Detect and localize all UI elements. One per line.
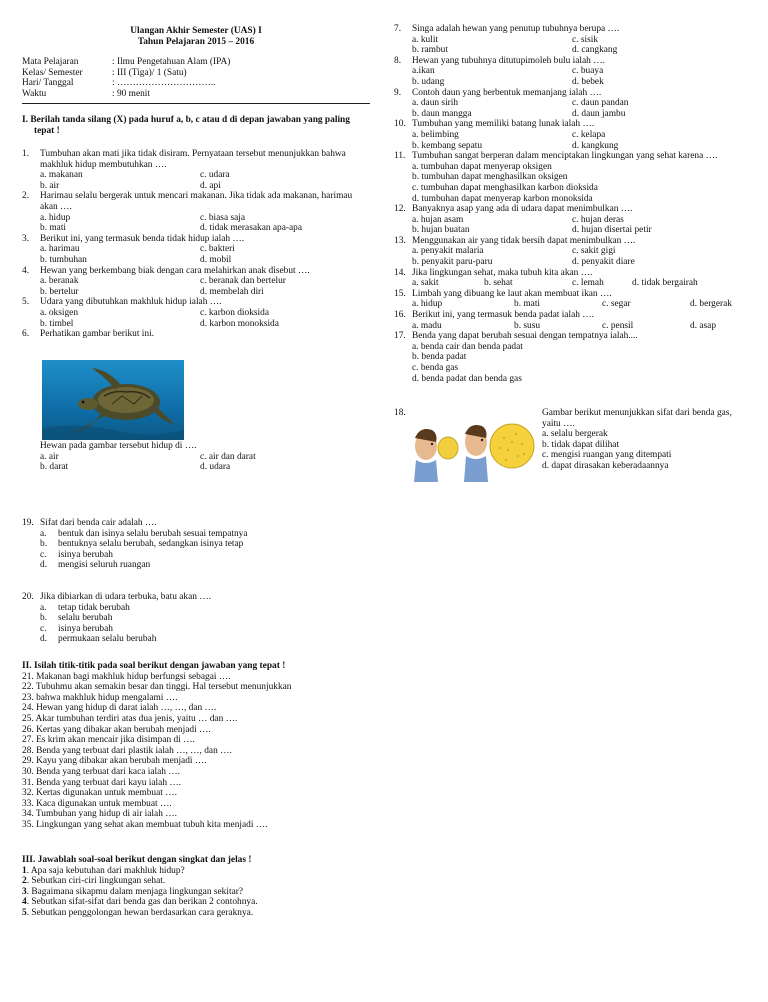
fill-in-item: 25. Akar tumbuhan terdiri atas dua jenis, yaitu … dan …. — [22, 713, 238, 724]
info-label: Kelas/ Semester — [22, 67, 83, 78]
question-number: 6. — [22, 329, 30, 340]
option[interactable]: b. udang — [412, 76, 445, 87]
option[interactable]: c. karbon dioksida — [200, 307, 269, 318]
option[interactable]: c. pensil — [602, 320, 634, 331]
question-6-body — [40, 441, 372, 473]
exam-year: Tahun Pelajaran 2015 – 2016 — [137, 36, 255, 47]
question-20 — [22, 592, 372, 645]
option[interactable]: c. beranak dan bertelur — [200, 276, 286, 287]
question-number: 1. — [22, 149, 30, 159]
question-text: Hewan pada gambar tersebut hidup di …. — [40, 441, 197, 451]
info-value: : Ilmu Pengetahuan Alam (IPA) — [112, 57, 231, 67]
question-number: 12. — [394, 204, 406, 215]
question-number: 16. — [394, 310, 406, 321]
question-text: Singa adalah hewan yang penutup tubuhnya berupa …. — [412, 24, 620, 34]
question-text: Limbah yang dibuang ke laut akan membuat ikan …. — [412, 288, 612, 299]
fill-in-item: 26. Kertas yang dibakar akan berubah menjadi …. — [22, 724, 211, 735]
option[interactable]: b. air — [40, 180, 60, 191]
question-number: 2. — [22, 191, 30, 202]
essay-item — [22, 897, 372, 908]
option[interactable]: d. api — [200, 180, 221, 191]
question-text: Udara yang dibutuhkan makhluk hidup ialah …. — [40, 297, 222, 308]
option-text: bentuknya selalu berubah, sedangkan isinya tetap — [58, 539, 244, 550]
question-text: Perhatikan gambar berikut ini. — [40, 329, 155, 340]
option[interactable]: a. hujan asam — [412, 214, 464, 225]
exam-title: Ulangan Akhir Semester (UAS) I — [130, 26, 262, 36]
option[interactable]: b. hujan buatan — [412, 225, 470, 236]
option[interactable]: b. bertelur — [40, 286, 79, 297]
fill-in-item: 24. Hewan yang hidup di darat ialah …, …, dan …. — [22, 703, 217, 714]
option[interactable]: a. selalu bergerak — [542, 429, 608, 440]
option[interactable]: d. hujan disertai petir — [572, 225, 652, 236]
section-1-title-line: I. Berilah tanda silang (X) pada huruf a, b, c atau d di depan jawaban yang paling — [22, 115, 350, 125]
question-text: makhluk hidup membutuhkan …. — [40, 159, 167, 170]
question-text: Sifat dari benda cair adalah …. — [40, 518, 157, 528]
option-text: selalu berubah — [58, 613, 113, 624]
question-text: Tumbuhan yang memiliki batang lunak ialah …. — [412, 119, 595, 130]
option[interactable] — [40, 603, 372, 614]
question-10 — [394, 119, 746, 151]
info-label: Waktu — [22, 88, 47, 99]
question-9 — [394, 88, 746, 120]
option-letter: a. — [40, 528, 47, 539]
option[interactable]: d. kangkung — [572, 140, 619, 151]
question-text: Hewan yang tubuhnya ditutupimoleh bulu ialah …. — [412, 55, 605, 66]
fill-in-item: 29. Kayu yang dibakar akan berubah menjadi …. — [22, 756, 207, 767]
option[interactable]: d. udara — [200, 462, 231, 473]
option[interactable] — [40, 550, 372, 561]
option[interactable]: a.ikan — [412, 66, 435, 77]
option[interactable]: c. air dan darat — [200, 451, 256, 462]
option[interactable]: a. hidup — [412, 299, 443, 310]
question-number: 15. — [394, 288, 406, 299]
option[interactable]: a. penyakit malaria — [412, 246, 484, 257]
option-text: mengisi seluruh ruangan — [58, 560, 151, 571]
essay-text: . Sebutkan sifat-sifat dari benda gas dan berikan 2 contohnya. — [26, 897, 258, 908]
option-text: permukaan selalu berubah — [58, 634, 157, 645]
question-11 — [394, 151, 746, 204]
option[interactable]: b. tumbuhan — [40, 254, 87, 265]
option[interactable]: c. benda gas — [412, 363, 459, 373]
option[interactable]: c. lemah — [572, 278, 604, 289]
option-letter: c. — [40, 623, 47, 634]
right-question-list — [394, 24, 746, 384]
question-text: Harimau selalu bergerak untuk mencari makanan. Jika tidak ada makanan, harimau — [40, 191, 353, 202]
option[interactable]: b. mati — [40, 223, 67, 234]
question-4 — [22, 266, 372, 298]
question-number: 10. — [394, 119, 406, 130]
exam-info — [22, 57, 370, 99]
question-14 — [394, 268, 746, 289]
question-15 — [394, 289, 746, 310]
option[interactable]: a. sakit — [412, 278, 439, 289]
question-number: 7. — [394, 24, 402, 34]
option[interactable]: a. oksigen — [40, 307, 79, 318]
option[interactable]: d. dapat dirasakan keberadaannya — [542, 460, 669, 471]
option[interactable]: d. daun jambu — [572, 108, 626, 119]
essay-text: . Bagaimana sikapmu dalam menjaga lingkungan sekitar? — [26, 886, 244, 897]
essay-text: . Apa saja kebutuhan dari makhluk hidup? — [26, 865, 185, 876]
question-2 — [22, 191, 372, 233]
fill-in-item: 23. bahwa makhluk hidup mengalami …. — [22, 692, 178, 703]
question-8 — [394, 56, 746, 88]
option[interactable]: d. bergerak — [690, 299, 732, 310]
exam-header — [22, 26, 370, 47]
option[interactable]: b. kembang sepatu — [412, 140, 483, 151]
option[interactable]: b. sehat — [484, 278, 513, 289]
header-divider — [22, 103, 370, 104]
option-text: isinya berubah — [58, 549, 113, 560]
option[interactable]: a. madu — [412, 320, 442, 331]
question-number: 5. — [22, 297, 30, 308]
question-text: Berikut ini, yang termasuk benda padat ialah …. — [412, 310, 594, 321]
question-text: Menggunakan air yang tidak bersih dapat menimbulkan …. — [412, 235, 636, 246]
option[interactable]: a. daun sirih — [412, 98, 459, 109]
option-text: tetap tidak berubah — [58, 602, 130, 613]
option[interactable]: b. mati — [514, 299, 541, 310]
info-label: Mata Pelajaran — [22, 57, 79, 67]
question-number: 14. — [394, 267, 406, 278]
question-text: Berikut ini, yang termasuk benda tidak hidup ialah …. — [40, 233, 245, 244]
option[interactable]: a. belimbing — [412, 129, 459, 140]
option[interactable]: d. tumbuhan dapat menyerap karbon monoksida — [412, 193, 593, 204]
option[interactable]: b. rambut — [412, 45, 448, 56]
option[interactable]: b. daun mangga — [412, 108, 472, 119]
fill-in-item: 35. Lingkungan yang sehat akan membuat tubuh kita menjadi …. — [22, 819, 268, 830]
info-value: : 90 menit — [112, 88, 151, 99]
option[interactable]: c. buaya — [572, 66, 604, 77]
question-text: Jika lingkungan sehat, maka tubuh kita akan …. — [412, 267, 593, 278]
option-letter: d. — [40, 560, 48, 571]
option[interactable] — [40, 539, 372, 550]
question-18 — [542, 408, 752, 472]
question-3 — [22, 234, 372, 266]
option[interactable]: c. kelapa — [572, 129, 606, 140]
section-3 — [22, 855, 372, 919]
essay-number: 5 — [22, 907, 27, 918]
question-text: Hewan yang berkembang biak dengan cara melahirkan anak disebut …. — [40, 265, 310, 276]
option[interactable]: c. tumbuhan dapat menghasilkan karbon dioksida — [412, 182, 598, 193]
question-text: akan …. — [40, 201, 72, 212]
option[interactable]: a. kulit — [412, 34, 439, 45]
option-text: bentuk dan isinya selalu berubah sesuai tempatnya — [58, 528, 248, 539]
section-1-title-line: tepat ! — [34, 125, 60, 136]
option[interactable]: a. beranak — [40, 276, 79, 287]
question-text: yaitu …. — [542, 418, 575, 429]
question-number: 17. — [394, 331, 406, 342]
question-17 — [394, 331, 746, 384]
question-text: Jika dibiarkan di udara terbuka, batu akan …. — [40, 592, 212, 602]
essay-item — [22, 876, 372, 887]
option[interactable]: b. darat — [40, 462, 69, 473]
option[interactable]: b. tumbuhan dapat menghasilkan oksigen — [412, 172, 568, 183]
fill-in-item: 30. Benda yang terbuat dari kaca ialah …. — [22, 766, 181, 777]
option[interactable]: c. sisik — [572, 34, 599, 45]
essay-number: 1 — [22, 865, 27, 876]
option[interactable]: c. segar — [602, 299, 631, 310]
option[interactable]: d. tidak bergairah — [632, 278, 698, 289]
question-text: Tumbuhan sangat berperan dalam menciptakan lingkungan yang sehat karena …. — [412, 151, 718, 162]
question-text: Banyaknya asap yang ada di udara dapat menimbulkan …. — [412, 204, 633, 215]
question-number: 3. — [22, 233, 30, 244]
option[interactable] — [40, 634, 372, 645]
essay-number: 4 — [22, 897, 27, 908]
option[interactable]: b. penyakit paru-paru — [412, 257, 493, 268]
essay-text: . Sebutkan ciri-ciri lingkungan sehat. — [26, 876, 166, 887]
option[interactable]: a. tumbuhan dapat menyerap oksigen — [412, 161, 552, 172]
question-12 — [394, 204, 746, 236]
option[interactable]: d. penyakit diare — [572, 257, 635, 268]
option[interactable]: b. tidak dapat dilihat — [542, 439, 620, 450]
fill-in-item: 32. Kertas digunakan untuk membuat …. — [22, 788, 177, 799]
question-text: Benda yang dapat berubah sesuai dengan tempatnya ialah.... — [412, 331, 638, 342]
option[interactable]: d. bebek — [572, 76, 604, 87]
option[interactable]: b. benda padat — [412, 352, 467, 363]
option[interactable]: c. bakteri — [200, 244, 235, 255]
option-letter: b. — [40, 539, 48, 550]
fill-in-item: 28. Benda yang terbuat dari plastik ialah …, …, dan …. — [22, 745, 232, 756]
option[interactable]: d. karbon monoksida — [200, 318, 279, 329]
question-6 — [22, 329, 372, 340]
option[interactable]: b. susu — [514, 320, 541, 331]
question-number: 19. — [22, 518, 34, 528]
essay-item — [22, 887, 372, 898]
option-letter: a. — [40, 602, 47, 613]
option[interactable]: d. tidak merasakan apa-apa — [200, 223, 303, 234]
option[interactable]: c. udara — [200, 170, 230, 181]
info-label: Hari/ Tanggal — [22, 78, 74, 89]
option[interactable]: d. benda padat dan benda gas — [412, 373, 522, 384]
option[interactable]: c. hujan deras — [572, 214, 624, 225]
question-text: Contoh daun yang berbentuk memanjang ialah …. — [412, 87, 602, 98]
essay-item — [22, 908, 372, 919]
option-letter: b. — [40, 613, 48, 624]
option[interactable]: d. membelah diri — [200, 286, 264, 297]
sea-turtle-image — [42, 360, 184, 440]
section-1-title — [22, 115, 372, 136]
question-18-number: 18. — [394, 408, 406, 418]
option[interactable]: a. makanan — [40, 170, 83, 181]
question-19 — [22, 518, 372, 571]
question-number: 13. — [394, 235, 406, 246]
option[interactable] — [40, 613, 372, 624]
question-5 — [22, 297, 372, 329]
fill-in-item: 21. Makanan bagi makhluk hidup berfungsi sebagai …. — [22, 671, 231, 682]
info-value: : ………………………….. — [112, 78, 216, 89]
question-13 — [394, 236, 746, 268]
option[interactable] — [40, 529, 372, 540]
essay-text: . Sebutkan penggolongan hewan berdasarkan cara geraknya. — [26, 907, 254, 918]
option-letter: d. — [40, 634, 48, 645]
question-number: 8. — [394, 55, 402, 66]
option-letter: c. — [40, 549, 47, 560]
option-text: isinya berubah — [58, 623, 113, 634]
option[interactable]: b. timbel — [40, 318, 74, 329]
option[interactable]: a. hidup — [40, 212, 71, 223]
option[interactable]: a. air — [40, 451, 59, 462]
option[interactable] — [40, 560, 372, 571]
fill-in-item: 31. Benda yang terbuat dari kayu ialah …. — [22, 777, 182, 788]
essay-number: 2 — [22, 876, 27, 887]
section-2 — [22, 661, 372, 831]
balloon-blowing-image — [412, 414, 536, 482]
question-text: Tumbuhan akan mati jika tidak disiram. Pernyataan tersebut menunjukkan bahwa — [40, 149, 346, 159]
option[interactable]: a. harimau — [40, 244, 80, 255]
option[interactable]: d. asap — [690, 320, 717, 331]
question-number: 11. — [394, 151, 406, 162]
option[interactable]: a. benda cair dan benda padat — [412, 341, 523, 352]
fill-in-item: 27. Es krim akan mencair jika disimpan di …. — [22, 735, 195, 746]
fill-in-item: 34. Tumbuhan yang hidup di air ialah …. — [22, 809, 177, 820]
question-text: Gambar berikut menunjukkan sifat dari benda gas, — [542, 408, 732, 418]
option[interactable] — [40, 624, 372, 635]
option[interactable]: d. mobil — [200, 254, 232, 265]
essay-number: 3 — [22, 886, 27, 897]
option[interactable]: c. mengisi ruangan yang ditempati — [542, 450, 672, 461]
option[interactable]: c. daun pandan — [572, 98, 629, 109]
section-3-title: III. Jawablah soal-soal berikut dengan singkat dan jelas ! — [22, 855, 252, 865]
fill-in-item: 22. Tubuhmu akan semakin besar dan tinggi. Hal tersebut menunjukkan — [22, 682, 292, 693]
question-16 — [394, 310, 746, 331]
question-number: 20. — [22, 592, 34, 602]
option[interactable]: c. biasa saja — [200, 212, 246, 223]
left-question-list — [22, 149, 372, 340]
option[interactable]: d. cangkang — [572, 45, 618, 56]
option[interactable]: c. sakit gigi — [572, 246, 616, 257]
question-number: 9. — [394, 87, 402, 98]
question-number: 4. — [22, 265, 30, 276]
essay-item — [22, 866, 372, 877]
section-2-title: II. Isilah titik-titik pada soal berikut dengan jawaban yang tepat ! — [22, 661, 286, 671]
question-1 — [22, 149, 372, 191]
fill-in-item: 33. Kaca digunakan untuk membuat …. — [22, 798, 172, 809]
question-7 — [394, 24, 746, 56]
info-value: : III (Tiga)/ 1 (Satu) — [112, 67, 187, 78]
